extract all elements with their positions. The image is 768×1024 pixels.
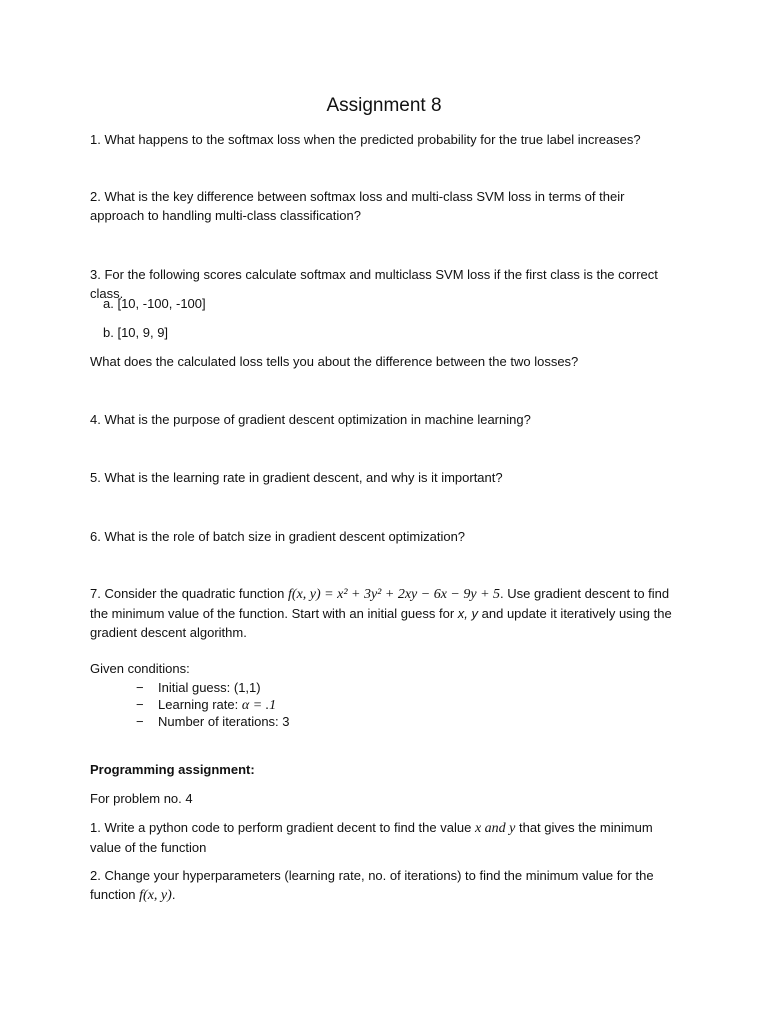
given-conditions-list: [136, 679, 290, 730]
question-1: 1. What happens to the softmax loss when the predicted probability for the true label increases?: [90, 132, 641, 147]
question-3-part-a: a. [10, -100, -100]: [103, 296, 206, 311]
dash-bullet-icon: −: [136, 697, 144, 712]
question-4: 4. What is the purpose of gradient descent optimization in machine learning?: [90, 412, 531, 427]
question-5: 5. What is the learning rate in gradient descent, and why is it important?: [90, 470, 503, 485]
list-item: − Number of iterations: 3: [136, 714, 290, 729]
page-title: Assignment 8: [326, 95, 442, 116]
question-7-suffix: . Use gradient descent to find the minimum value of the function. Start with an initial guess for: [90, 586, 670, 621]
learning-rate-formula: α = .1: [241, 698, 277, 713]
question-7-prefix: 7. Consider the quadratic function: [90, 586, 289, 601]
programming-task-2: 2. Change your hyperparameters (learning rate, no. of iterations) to find the minimum value for the function f(x, y).: [90, 868, 654, 903]
question-6: 6. What is the role of batch size in gradient descent optimization?: [90, 529, 466, 544]
programming-for-problem: For problem no. 4: [90, 791, 193, 806]
dash-bullet-icon: −: [136, 680, 144, 695]
question-7: [90, 584, 680, 642]
quadratic-formula: f(x, y) = x² + 3y² + 2xy − 6x − 9y + 5: [288, 587, 501, 602]
x-and-y-math: x and y: [474, 821, 516, 836]
question-3-followup: What does the calculated loss tells you about the difference between the two losses?: [90, 354, 579, 369]
question-2: 2. What is the key difference between softmax loss and multi-class SVM loss in terms of their approach to handling multi-class classification?: [90, 189, 625, 223]
programming-heading: Programming assignment:: [90, 762, 255, 777]
question-7-tail: and update it iteratively using the gradient descent algorithm.: [90, 606, 672, 640]
list-item: − Learning rate: α = .1: [136, 697, 277, 713]
given-conditions-heading: Given conditions:: [90, 661, 190, 676]
programming-task-1: 1. Write a python code to perform gradient decent to find the value x and y that gives the minimum value of the function: [90, 820, 653, 855]
question-3-part-b: b. [10, 9, 9]: [103, 325, 169, 340]
question-7-vars: x, y: [457, 606, 479, 621]
function-math: f(x, y): [139, 888, 172, 903]
list-item: − Initial guess: (1,1): [136, 680, 261, 695]
dash-bullet-icon: −: [136, 714, 144, 729]
question-3: 3. For the following scores calculate softmax and multiclass SVM loss if the first class is the correct class.: [90, 267, 658, 301]
